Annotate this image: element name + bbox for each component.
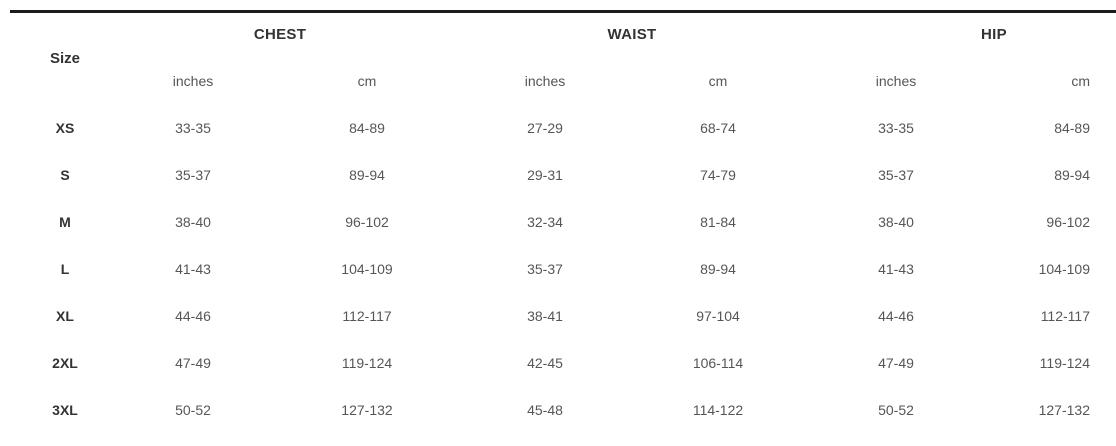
measurement-cell: 84-89 [349,120,385,136]
measurement-cell: 112-117 [1040,308,1090,324]
measurement-cell: 45-48 [527,402,563,418]
measurement-cell: 42-45 [527,355,563,371]
measurement-cell: 74-79 [700,167,736,183]
waist-inches-header: inches [524,72,566,89]
measurement-cell: 96-102 [1046,214,1090,230]
measurement-cell: 33-35 [878,120,914,136]
size-chart-table [10,10,1116,434]
size-label: XL [56,308,74,324]
size-label: L [60,261,70,277]
measurement-cell: 35-37 [878,167,914,183]
chest-group-header: CHEST [253,26,307,44]
measurement-cell: 44-46 [878,308,914,324]
measurement-cell: 33-35 [175,120,211,136]
measurement-cell: 81-84 [700,214,736,230]
size-label: XS [55,120,75,136]
size-column-header: Size [49,50,80,68]
measurement-cell: 84-89 [1054,120,1090,136]
measurement-cell: 29-31 [527,167,563,183]
measurement-cell: 38-40 [878,214,914,230]
measurement-cell: 114-122 [692,402,744,418]
hip-inches-header: inches [875,72,917,89]
measurement-cell: 104-109 [1038,261,1090,277]
measurement-cell: 38-40 [175,214,211,230]
measurement-cell: 50-52 [175,402,211,418]
hip-group-header: HIP [981,26,1007,44]
group-header-row [10,12,1116,57]
measurement-cell: 68-74 [700,120,736,136]
table-row [10,152,1116,199]
measurement-cell: 27-29 [527,120,563,136]
size-label: M [59,214,71,230]
measurement-cell: 32-34 [527,214,563,230]
measurement-cell: 47-49 [175,355,211,371]
measurement-cell: 127-132 [1038,402,1090,418]
measurement-cell: 104-109 [341,261,393,277]
measurement-cell: 38-41 [527,308,563,324]
table-row [10,246,1116,293]
measurement-cell: 47-49 [878,355,914,371]
measurement-cell: 119-124 [341,355,393,371]
table-row [10,293,1116,340]
size-label: 2XL [52,355,78,371]
table-row [10,199,1116,246]
table-row [10,340,1116,387]
chest-cm-header: cm [357,72,377,89]
measurement-cell: 35-37 [527,261,563,277]
table-row [10,105,1116,152]
size-label: 3XL [52,402,78,418]
measurement-cell: 35-37 [175,167,211,183]
measurement-cell: 50-52 [878,402,914,418]
measurement-cell: 96-102 [345,214,389,230]
measurement-cell: 127-132 [341,402,393,418]
measurement-cell: 41-43 [175,261,211,277]
size-label: S [60,167,70,183]
measurement-cell: 89-94 [700,261,736,277]
measurement-cell: 89-94 [349,167,385,183]
unit-header-row [10,57,1116,105]
measurement-cell: 112-117 [342,308,392,324]
chest-inches-header: inches [172,72,214,89]
measurement-cell: 44-46 [175,308,211,324]
waist-cm-header: cm [708,72,728,89]
waist-group-header: WAIST [607,26,657,44]
table-row [10,387,1116,434]
measurement-cell: 89-94 [1054,167,1090,183]
measurement-cell: 106-114 [692,355,744,371]
measurement-cell: 41-43 [878,261,914,277]
measurement-cell: 119-124 [1039,355,1090,371]
measurement-cell: 97-104 [696,308,740,324]
hip-cm-header: cm [1071,72,1090,89]
